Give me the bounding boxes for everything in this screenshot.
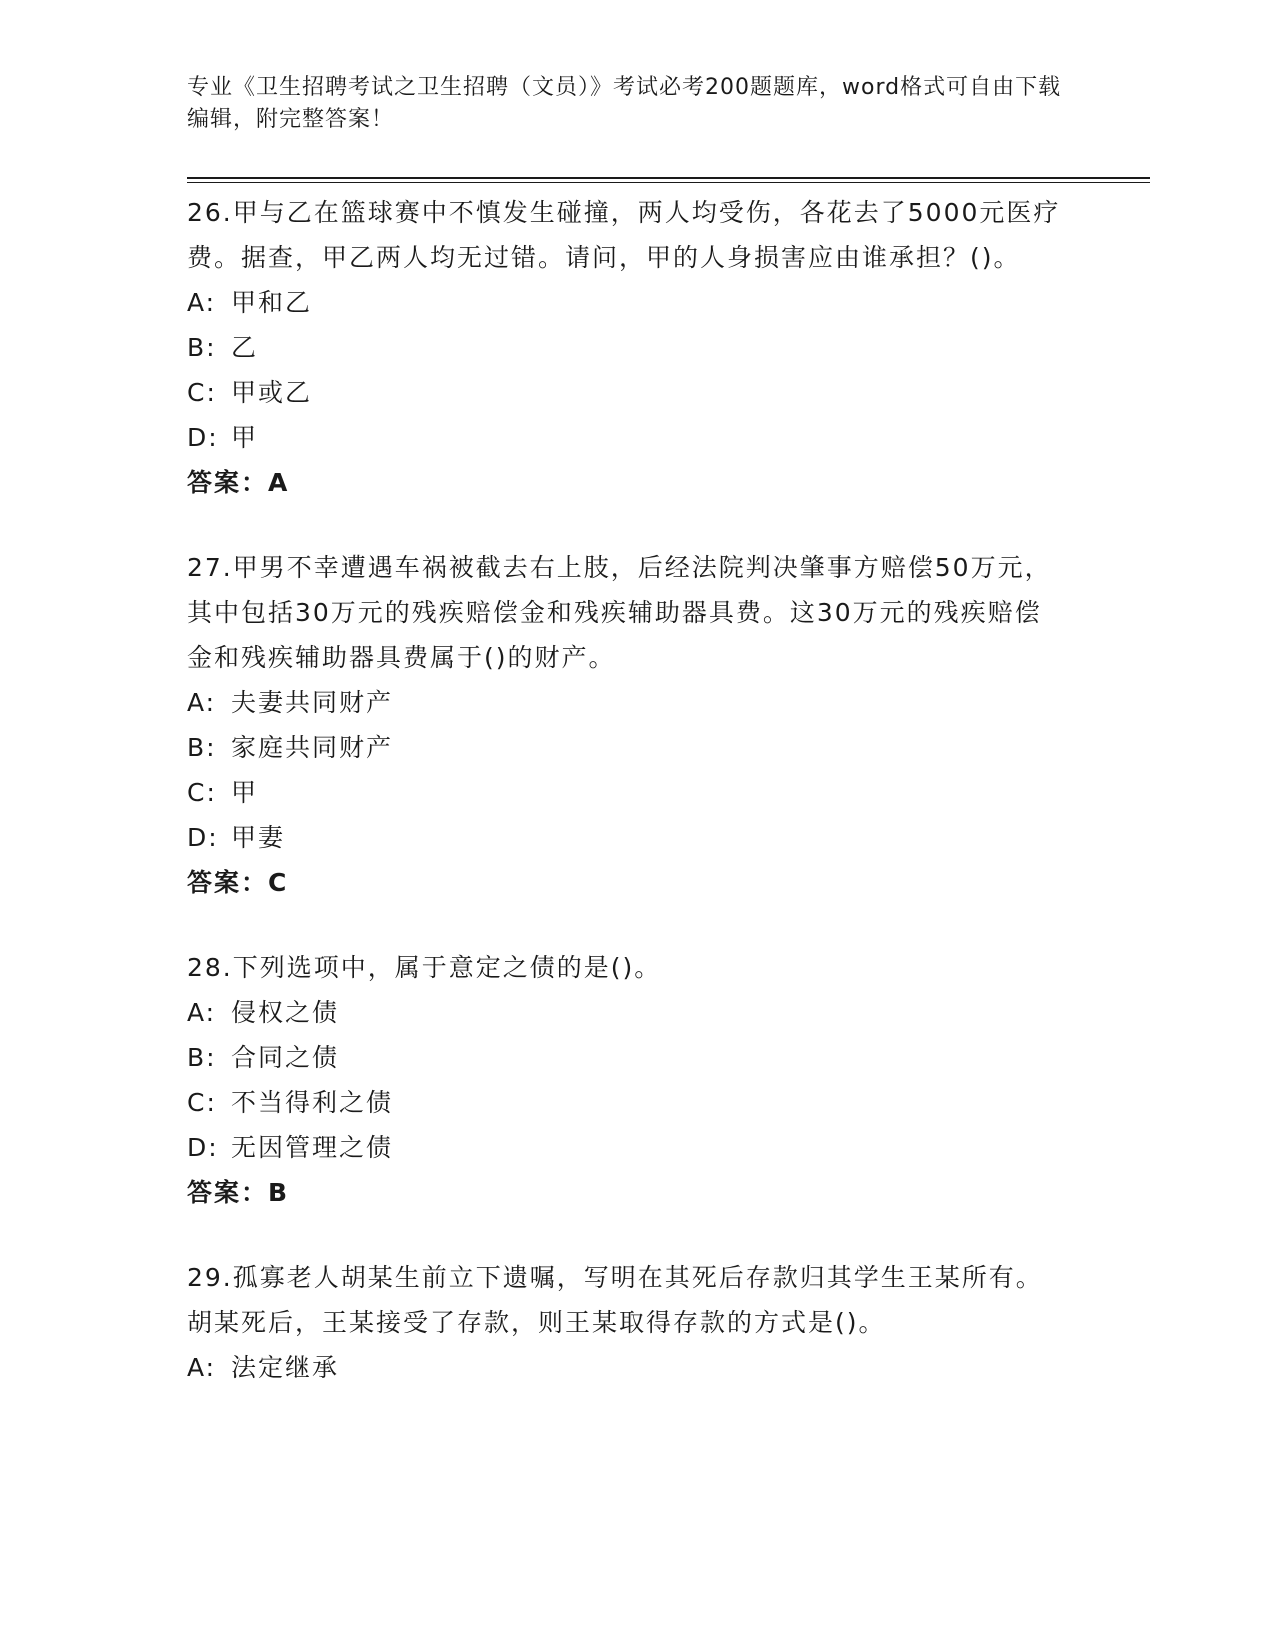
option-a	[187, 990, 1067, 1035]
option-key: A:	[187, 998, 217, 1027]
option-a	[187, 1345, 1067, 1390]
option-text: 甲	[231, 423, 259, 452]
question-list	[187, 190, 1067, 1430]
option-key: C:	[187, 778, 217, 807]
option-c	[187, 370, 1067, 415]
option-b	[187, 725, 1067, 770]
option-key: B:	[187, 1043, 217, 1072]
question-stem: 29.孤寡老人胡某生前立下遗嘱，写明在其死后存款归其学生王某所有。胡某死后，王某接受了存款，则王某取得存款的方式是()。	[187, 1263, 1043, 1337]
option-key: C:	[187, 1088, 217, 1117]
option-key: D:	[187, 823, 219, 852]
question-28	[187, 945, 1067, 1215]
option-key: D:	[187, 423, 219, 452]
option-b	[187, 325, 1067, 370]
document-header: 专业《卫生招聘考试之卫生招聘（文员）》考试必考200题题库，word格式可自由下载编辑，附完整答案！	[187, 75, 1062, 132]
option-d	[187, 1125, 1067, 1170]
option-key: A:	[187, 288, 217, 317]
question-stem: 27.甲男不幸遭遇车祸被截去右上肢，后经法院判决肇事方赔偿50万元，其中包括30万元的残疾赔偿金和残疾辅助器具费。这30万元的残疾赔偿金和残疾辅助器具费属于()的财产。	[187, 553, 1052, 672]
option-d	[187, 815, 1067, 860]
option-key: C:	[187, 378, 217, 407]
option-a	[187, 280, 1067, 325]
option-key: D:	[187, 1133, 219, 1162]
option-key: B:	[187, 333, 217, 362]
option-key: A:	[187, 688, 217, 717]
option-text: 家庭共同财产	[231, 733, 394, 762]
question-stem: 28.下列选项中，属于意定之债的是()。	[187, 953, 662, 982]
option-b	[187, 1035, 1067, 1080]
option-a	[187, 680, 1067, 725]
option-d	[187, 415, 1067, 460]
question-29	[187, 1255, 1067, 1390]
answer-line: 答案：C	[187, 868, 289, 897]
option-text: 甲和乙	[231, 288, 313, 317]
option-text: 夫妻共同财产	[231, 688, 394, 717]
option-text: 不当得利之债	[231, 1088, 394, 1117]
option-c	[187, 1080, 1067, 1125]
option-text: 甲或乙	[231, 378, 313, 407]
option-c	[187, 770, 1067, 815]
option-key: B:	[187, 733, 217, 762]
option-key: A:	[187, 1353, 217, 1382]
option-text: 乙	[231, 333, 259, 362]
option-text: 甲妻	[231, 823, 286, 852]
question-27	[187, 545, 1067, 905]
option-text: 法定继承	[231, 1353, 340, 1382]
option-text: 甲	[231, 778, 259, 807]
option-text: 无因管理之债	[231, 1133, 394, 1162]
answer-line: 答案：B	[187, 1178, 290, 1207]
answer-line: 答案：A	[187, 468, 290, 497]
option-text: 合同之债	[231, 1043, 340, 1072]
question-26	[187, 190, 1067, 505]
option-text: 侵权之债	[231, 998, 340, 1027]
header-divider-thin	[187, 182, 1150, 183]
header-divider-thick	[187, 177, 1150, 179]
question-stem: 26.甲与乙在篮球赛中不慎发生碰撞，两人均受伤，各花去了5000元医疗费。据查，甲乙两人均无过错。请问，甲的人身损害应由谁承担？()。	[187, 198, 1061, 272]
